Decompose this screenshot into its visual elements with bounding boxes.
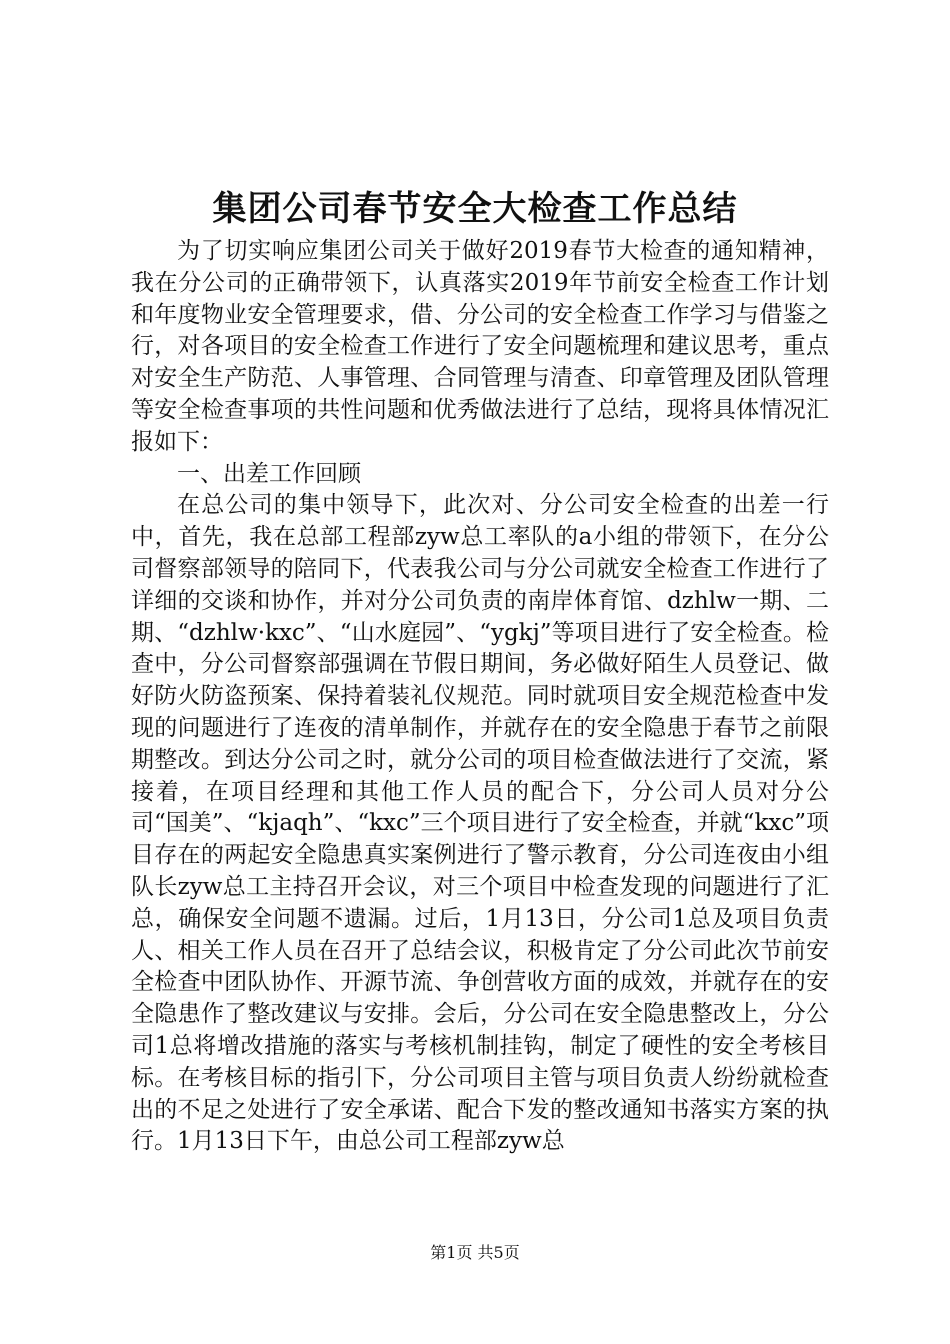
section-heading: 一、出差工作回顾 [177,460,361,487]
page-number-footer: 第1页 共5页 [430,1243,520,1262]
body-paragraph: 在总公司的集中领导下，此次对、分公司安全检查的出差一行中，首先，我在总部工程部zyw总工率队的a小组的带领下，在分公司督察部领导的陪同下，代表我公司与分公司就安全检查工作进行了详细的交谈和协作，并对分公司负责的南岸体育馆、dzhlw一期、二期、“dzhlw·kxc”、“山水庭园”、“ygkj”等项目进行了安全检查。检查中，分公司督察部强调在节假日期间，务必做好陌生人员登记、做好防火防盗预案、保持着装礼仪规范。同时就项目安全规范检查中发现的问题进行了连夜的清单制作，并就存在的安全隐患于春节之前限期整改。到达分公司之时，就分公司的项目检查做法进行了交流，紧接着，在项目经理和其他工作人员的配合下，分公司人员对分公司“国美”、“kjaqh”、“kxc”三个项目进行了安全检查，并就“kxc”项目存在的两起安全隐患真实案例进行了警示教育，分公司连夜由小组队长zyw总工主持召开会议，对三个项目中检查发现的问题进行了汇总，确保安全问题不遗漏。过后，1月13日，分公司1总及项目负责人、相关工作人员在召开了总结会议，积极肯定了分公司此次节前安全检查中团队协作、开源节流、争创营收方面的成效，并就存在的安全隐患作了整改建议与安排。会后，分公司在安全隐患整改上，分公司1总将增改措施的落实与考核机制挂钩，制定了硬性的安全考核目标。在考核目标的指引下，分公司项目主管与项目负责人纷纷就检查出的不足之处进行了安全承诺、配合下发的整改通知书落实方案的执行。1月13日下午，由总公司工程部zyw总 [131,492,829,1155]
document-title: 集团公司春节安全大检查工作总结 [212,189,738,229]
document-body [131,236,829,1158]
intro-paragraph: 为了切实响应集团公司关于做好2019春节大检查的通知精神，我在分公司的正确带领下，认真落实2019年节前安全检查工作计划和年度物业安全管理要求，借、分公司的安全检查工作学习与借鉴之行，对各项目的安全检查工作进行了安全问题梳理和建议思考，重点对安全生产防范、人事管理、合同管理与清查、印章管理及团队管理等安全检查事项的共性问题和优秀做法进行了总结，现将具体情况汇报如下： [131,238,829,455]
